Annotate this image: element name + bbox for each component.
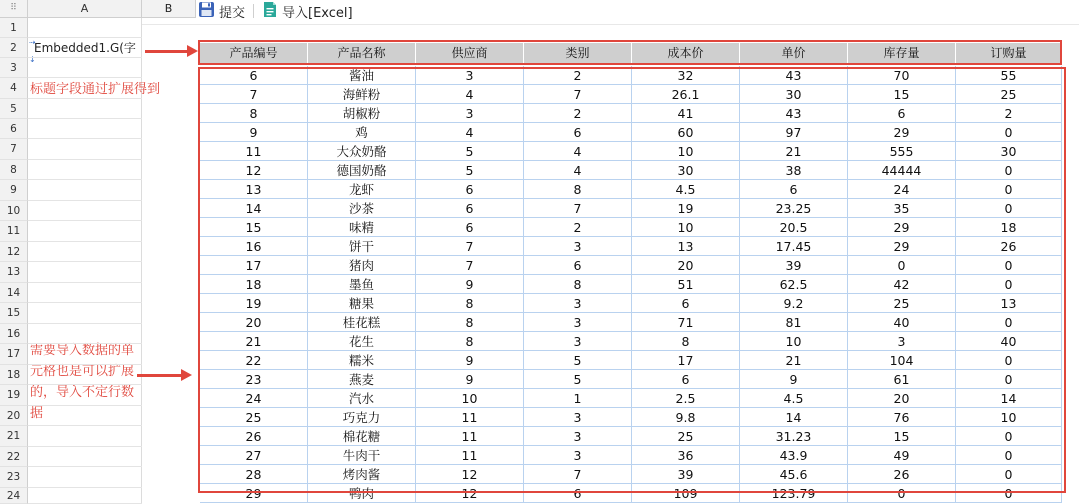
table-cell[interactable]: 0	[956, 161, 1062, 180]
table-cell[interactable]: 21	[740, 351, 848, 370]
table-cell[interactable]: 35	[848, 199, 956, 218]
table-cell[interactable]: 44444	[848, 161, 956, 180]
table-cell[interactable]: 0	[956, 313, 1062, 332]
table-cell[interactable]: 3	[524, 427, 632, 446]
table-cell[interactable]: 4	[524, 142, 632, 161]
table-cell[interactable]: 12	[200, 161, 308, 180]
table-cell[interactable]: 26	[848, 465, 956, 484]
row-header[interactable]: 15	[0, 303, 28, 324]
row-header[interactable]: 20	[0, 406, 28, 426]
table-cell[interactable]: 糯米	[308, 351, 416, 370]
toolbar-separator	[253, 4, 254, 18]
table-cell[interactable]: 6	[200, 66, 308, 85]
table-cell[interactable]: 43	[740, 66, 848, 85]
column-header-a[interactable]: A	[28, 0, 142, 18]
table-cell[interactable]: 104	[848, 351, 956, 370]
table-cell[interactable]: 3	[848, 332, 956, 351]
gridline	[28, 282, 142, 283]
row-header[interactable]: 3	[0, 58, 28, 78]
gridline	[28, 37, 142, 38]
column-header-cell[interactable]: 库存量	[848, 43, 956, 63]
table-cell[interactable]: 花生	[308, 332, 416, 351]
table-cell[interactable]: 0	[848, 484, 956, 503]
table-cell[interactable]: 39	[632, 465, 740, 484]
header-annotation: 标题字段通过扩展得到	[30, 82, 161, 97]
table-cell[interactable]: 9	[740, 370, 848, 389]
table-cell[interactable]: 15	[848, 427, 956, 446]
gridline	[28, 343, 142, 344]
row-header[interactable]: 14	[0, 283, 28, 303]
table-cell[interactable]: 7	[524, 199, 632, 218]
gridline	[28, 179, 142, 180]
column-header-cell[interactable]: 供应商	[416, 43, 524, 63]
table-cell[interactable]: 76	[848, 408, 956, 427]
header-arrow-icon	[145, 50, 189, 53]
table-cell[interactable]: 8	[200, 104, 308, 123]
table-cell[interactable]: 2	[524, 218, 632, 237]
table-cell[interactable]: 5	[524, 370, 632, 389]
table-cell[interactable]: 61	[848, 370, 956, 389]
table-cell[interactable]: 3	[524, 294, 632, 313]
table-cell[interactable]: 9	[416, 370, 524, 389]
table-cell[interactable]: 鸡	[308, 123, 416, 142]
table-cell[interactable]: 13	[632, 237, 740, 256]
gridline	[28, 446, 142, 447]
table-cell[interactable]: 猪肉	[308, 256, 416, 275]
table-cell[interactable]: 4.5	[740, 389, 848, 408]
gridline	[28, 200, 142, 201]
table-cell[interactable]: 6	[524, 123, 632, 142]
table-cell[interactable]: 8	[524, 275, 632, 294]
table-cell[interactable]: 0	[956, 199, 1062, 218]
toolbar-divider	[142, 24, 1079, 25]
table-cell[interactable]: 0	[956, 370, 1062, 389]
table-cell[interactable]: 0	[956, 446, 1062, 465]
gridline	[28, 466, 142, 467]
table-cell[interactable]: 29	[848, 218, 956, 237]
table-cell[interactable]: 7	[524, 85, 632, 104]
column-header-cell[interactable]: 单价	[740, 43, 848, 63]
table-cell[interactable]: 龙虾	[308, 180, 416, 199]
table-cell[interactable]: 9.2	[740, 294, 848, 313]
table-cell[interactable]: 3	[416, 104, 524, 123]
row-header[interactable]: 17	[0, 344, 28, 365]
table-cell[interactable]: 0	[956, 180, 1062, 199]
row-header[interactable]: 6	[0, 119, 28, 139]
table-cell[interactable]: 烤肉酱	[308, 465, 416, 484]
table-cell[interactable]: 10	[956, 408, 1062, 427]
gridline	[28, 425, 142, 426]
column-header-cell[interactable]: 类别	[524, 43, 632, 63]
save-disk-icon	[198, 1, 215, 22]
table-cell[interactable]: 62.5	[740, 275, 848, 294]
table-cell[interactable]: 沙茶	[308, 199, 416, 218]
table-cell[interactable]: 23	[200, 370, 308, 389]
table-cell[interactable]: 10	[632, 142, 740, 161]
row-header[interactable]: 19	[0, 385, 28, 406]
table-cell[interactable]: 6	[848, 104, 956, 123]
table-cell[interactable]: 29	[848, 237, 956, 256]
table-cell[interactable]: 40	[956, 332, 1062, 351]
table-cell[interactable]: 3	[524, 408, 632, 427]
table-cell[interactable]: 7	[200, 85, 308, 104]
table-cell[interactable]: 大众奶酪	[308, 142, 416, 161]
table-cell[interactable]: 2	[956, 104, 1062, 123]
table-cell[interactable]: 13	[200, 180, 308, 199]
expand-down-icon: ↓	[29, 55, 36, 64]
table-cell[interactable]: 6	[416, 199, 524, 218]
row-header[interactable]: 9	[0, 180, 28, 201]
table-cell[interactable]: 巧克力	[308, 408, 416, 427]
row-header[interactable]: 7	[0, 139, 28, 160]
table-cell[interactable]: 11	[416, 446, 524, 465]
row-header[interactable]: 12	[0, 242, 28, 262]
table-cell[interactable]: 9	[416, 351, 524, 370]
table-cell[interactable]: 酱油	[308, 66, 416, 85]
submit-button[interactable]	[198, 1, 245, 22]
table-cell[interactable]: 28	[200, 465, 308, 484]
table-cell[interactable]: 14	[200, 199, 308, 218]
table-cell[interactable]: 39	[740, 256, 848, 275]
table-cell[interactable]: 13	[956, 294, 1062, 313]
table-cell[interactable]: 2.5	[632, 389, 740, 408]
table-cell[interactable]: 7	[416, 256, 524, 275]
table-cell[interactable]: 6	[416, 218, 524, 237]
table-cell[interactable]: 1	[524, 389, 632, 408]
table-cell[interactable]: 11	[416, 408, 524, 427]
toolbar	[198, 0, 353, 22]
import-excel-button[interactable]	[262, 1, 353, 22]
table-cell[interactable]: 81	[740, 313, 848, 332]
table-cell[interactable]: 555	[848, 142, 956, 161]
table-cell[interactable]: 10	[416, 389, 524, 408]
gridline	[28, 261, 142, 262]
table-cell[interactable]: 汽水	[308, 389, 416, 408]
table-cell[interactable]: 燕麦	[308, 370, 416, 389]
table-cell[interactable]: 3	[524, 237, 632, 256]
table-cell[interactable]: 4	[416, 85, 524, 104]
table-cell[interactable]: 55	[956, 66, 1062, 85]
table-cell[interactable]: 14	[956, 389, 1062, 408]
table-cell[interactable]: 4	[524, 161, 632, 180]
gridline	[28, 159, 142, 160]
table-cell[interactable]: 26	[956, 237, 1062, 256]
table-cell[interactable]: 0	[956, 465, 1062, 484]
sheet-corner[interactable]: ⠿	[0, 0, 28, 18]
table-cell[interactable]: 6	[632, 370, 740, 389]
table-cell[interactable]: 21	[740, 142, 848, 161]
table-cell[interactable]: 123.79	[740, 484, 848, 503]
table-cell[interactable]: 味精	[308, 218, 416, 237]
table-cell[interactable]: 2	[524, 66, 632, 85]
table-cell[interactable]: 20	[632, 256, 740, 275]
excel-import-icon	[262, 1, 278, 22]
table-cell[interactable]: 25	[956, 85, 1062, 104]
table-cell[interactable]: 墨鱼	[308, 275, 416, 294]
table-cell[interactable]: 0	[956, 256, 1062, 275]
table-cell[interactable]: 25	[848, 294, 956, 313]
table-cell[interactable]: 3	[524, 446, 632, 465]
table-cell[interactable]: 45.6	[740, 465, 848, 484]
table-cell[interactable]: 42	[848, 275, 956, 294]
column-header-cell[interactable]: 产品编号	[200, 43, 308, 63]
table-cell[interactable]: 8	[416, 294, 524, 313]
data-arrow-icon	[137, 374, 183, 377]
row-header[interactable]: 24	[0, 488, 28, 504]
table-cell[interactable]: 8	[416, 332, 524, 351]
table-cell[interactable]: 31.23	[740, 427, 848, 446]
column-header-cell[interactable]: 订购量	[956, 43, 1062, 63]
row-header[interactable]: 16	[0, 324, 28, 344]
cell-a2-text: Embedded1.G(字	[34, 41, 136, 55]
table-cell[interactable]: 17.45	[740, 237, 848, 256]
table-cell[interactable]: 0	[956, 427, 1062, 446]
table-cell[interactable]: 海鲜粉	[308, 85, 416, 104]
table-cell[interactable]: 11	[200, 142, 308, 161]
table-cell[interactable]: 0	[848, 256, 956, 275]
table-cell[interactable]: 17	[632, 351, 740, 370]
table-cell[interactable]: 9.8	[632, 408, 740, 427]
table-cell[interactable]: 40	[848, 313, 956, 332]
table-cell[interactable]: 3	[416, 66, 524, 85]
gridline	[28, 77, 142, 78]
table-cell[interactable]: 11	[416, 427, 524, 446]
row-header[interactable]: 22	[0, 447, 28, 467]
table-cell[interactable]: 0	[956, 275, 1062, 294]
table-cell[interactable]: 19	[200, 294, 308, 313]
table-cell[interactable]: 胡椒粉	[308, 104, 416, 123]
table-cell[interactable]: 41	[632, 104, 740, 123]
row-header[interactable]: 11	[0, 221, 28, 242]
cell-a2[interactable]	[28, 38, 142, 58]
table-cell[interactable]: 14	[740, 408, 848, 427]
column-header-cell[interactable]: 产品名称	[308, 43, 416, 63]
table-cell[interactable]: 51	[632, 275, 740, 294]
table-cell[interactable]: 43.9	[740, 446, 848, 465]
table-cell[interactable]: 18	[200, 275, 308, 294]
table-cell[interactable]: 29	[200, 484, 308, 503]
table-cell[interactable]: 12	[416, 465, 524, 484]
table-cell[interactable]: 8	[632, 332, 740, 351]
table-cell[interactable]: 36	[632, 446, 740, 465]
table-cell[interactable]: 49	[848, 446, 956, 465]
row-header[interactable]: 23	[0, 467, 28, 488]
gridline	[28, 241, 142, 242]
data-annotation: 需要导入数据的单元格也是可以扩展的，导入不定行数据	[30, 343, 135, 421]
table-cell[interactable]: 109	[632, 484, 740, 503]
row-header[interactable]: 10	[0, 201, 28, 221]
table-cell[interactable]: 29	[848, 123, 956, 142]
table-cell[interactable]: 25	[200, 408, 308, 427]
table-cell[interactable]: 6	[740, 180, 848, 199]
table-cell[interactable]: 2	[524, 104, 632, 123]
expand-marker-icon: ⇢	[29, 38, 36, 47]
table-cell[interactable]: 20.5	[740, 218, 848, 237]
table-cell[interactable]: 饼干	[308, 237, 416, 256]
table-cell[interactable]: 30	[632, 161, 740, 180]
gridline	[28, 384, 142, 385]
table-cell[interactable]: 牛肉干	[308, 446, 416, 465]
table-cell[interactable]: 8	[416, 313, 524, 332]
header-highlight-box	[198, 40, 1062, 65]
table-cell[interactable]: 鸭肉	[308, 484, 416, 503]
table-cell[interactable]: 26.1	[632, 85, 740, 104]
table-cell[interactable]: 7	[524, 465, 632, 484]
table-cell[interactable]: 16	[200, 237, 308, 256]
table-cell[interactable]: 27	[200, 446, 308, 465]
table-cell[interactable]: 5	[416, 142, 524, 161]
row-header[interactable]: 1	[0, 18, 28, 38]
row-header[interactable]: 4	[0, 78, 28, 99]
table-cell[interactable]: 22	[200, 351, 308, 370]
gridline	[28, 138, 142, 139]
table-cell[interactable]: 24	[200, 389, 308, 408]
gridline	[28, 118, 142, 119]
table-cell[interactable]: 17	[200, 256, 308, 275]
row-header[interactable]: 21	[0, 426, 28, 447]
table-cell[interactable]: 6	[524, 256, 632, 275]
table-cell[interactable]: 糖果	[308, 294, 416, 313]
table-cell[interactable]: 7	[416, 237, 524, 256]
table-cell[interactable]: 20	[200, 313, 308, 332]
table-cell[interactable]: 70	[848, 66, 956, 85]
table-cell[interactable]: 25	[632, 427, 740, 446]
table-cell[interactable]: 30	[740, 85, 848, 104]
table-cell[interactable]: 20	[848, 389, 956, 408]
table-cell[interactable]: 6	[632, 294, 740, 313]
table-cell[interactable]: 15	[848, 85, 956, 104]
table-cell[interactable]: 30	[956, 142, 1062, 161]
table-cell[interactable]: 15	[200, 218, 308, 237]
gridline	[28, 302, 142, 303]
gridline	[28, 98, 142, 99]
gridline	[28, 220, 142, 221]
row-header[interactable]: 5	[0, 99, 28, 119]
table-cell[interactable]: 4	[416, 123, 524, 142]
table-cell[interactable]: 18	[956, 218, 1062, 237]
table-cell[interactable]: 桂花糕	[308, 313, 416, 332]
table-cell[interactable]: 9	[416, 275, 524, 294]
table-cell[interactable]: 5	[524, 351, 632, 370]
table-cell[interactable]: 6	[416, 180, 524, 199]
table-cell[interactable]: 10	[632, 218, 740, 237]
table-cell[interactable]: 9	[200, 123, 308, 142]
table-cell[interactable]: 24	[848, 180, 956, 199]
table-cell[interactable]: 32	[632, 66, 740, 85]
table-cell[interactable]: 8	[524, 180, 632, 199]
gridline	[28, 364, 142, 365]
table-cell[interactable]: 6	[524, 484, 632, 503]
gridline	[28, 57, 142, 58]
table-cell[interactable]: 4.5	[632, 180, 740, 199]
table-cell[interactable]: 38	[740, 161, 848, 180]
table-cell[interactable]: 0	[956, 351, 1062, 370]
table-cell[interactable]: 3	[524, 332, 632, 351]
row-header[interactable]: 8	[0, 160, 28, 180]
table-cell[interactable]: 43	[740, 104, 848, 123]
row-header[interactable]: 2	[0, 38, 28, 58]
submit-label: 提交	[219, 5, 246, 21]
column-header-b[interactable]: B	[142, 0, 196, 18]
table-cell[interactable]: 12	[416, 484, 524, 503]
row-header[interactable]: 13	[0, 262, 28, 283]
table-cell[interactable]: 0	[956, 484, 1062, 503]
table-cell[interactable]: 德国奶酪	[308, 161, 416, 180]
table-cell[interactable]: 26	[200, 427, 308, 446]
row-header[interactable]: 18	[0, 365, 28, 385]
gridline	[28, 323, 142, 324]
table-cell[interactable]: 棉花糖	[308, 427, 416, 446]
table-cell[interactable]: 23.25	[740, 199, 848, 218]
table-cell[interactable]: 5	[416, 161, 524, 180]
import-excel-label: 导入[Excel]	[282, 5, 353, 21]
table-cell[interactable]: 60	[632, 123, 740, 142]
table-cell[interactable]: 10	[740, 332, 848, 351]
gridline	[28, 487, 142, 488]
table-cell[interactable]: 97	[740, 123, 848, 142]
table-cell[interactable]: 19	[632, 199, 740, 218]
column-header-cell[interactable]: 成本价	[632, 43, 740, 63]
table-cell[interactable]: 3	[524, 313, 632, 332]
gridline	[28, 405, 142, 406]
table-cell[interactable]: 71	[632, 313, 740, 332]
data-highlight-box	[198, 67, 1066, 493]
table-cell[interactable]: 0	[956, 123, 1062, 142]
table-cell[interactable]: 21	[200, 332, 308, 351]
